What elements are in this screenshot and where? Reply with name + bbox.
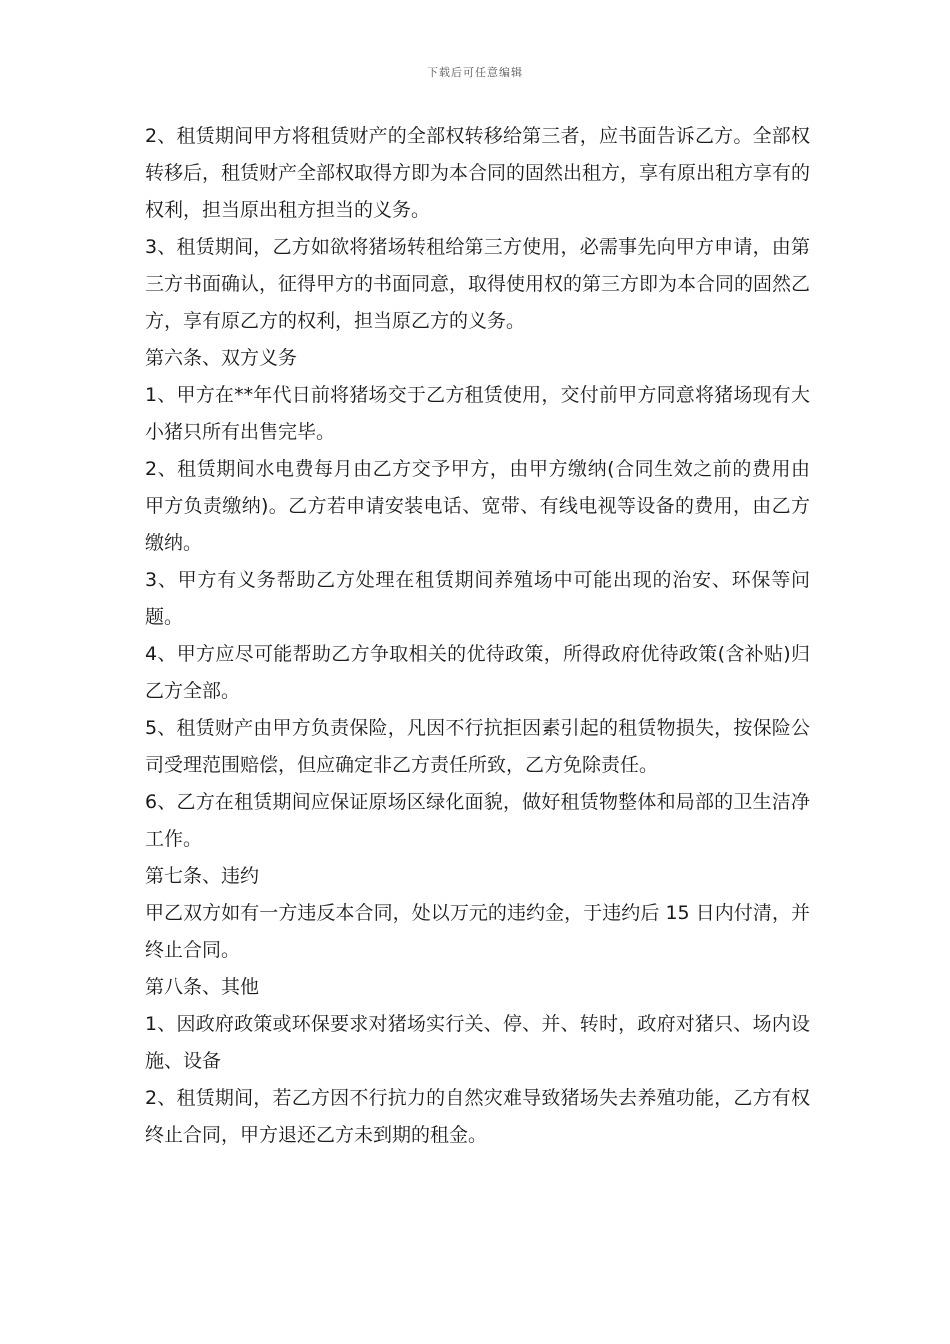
heading-article8: 第八条、其他 <box>145 976 260 998</box>
document-body <box>145 118 810 1154</box>
paragraph-article6-clause3: 3、甲方有义务帮助乙方处理在租赁期间养殖场中可能出现的治安、环保等问题。 <box>145 569 810 628</box>
paragraph-article5-clause3: 3、租赁期间，乙方如欲将猪场转租给第三方使用，必需事先向甲方申请，由第三方书面确认，征得甲方的书面同意，取得使用权的第三方即为本合同的固然乙方，享有原乙方的权利，担当原乙方的义务。 <box>145 236 811 332</box>
paragraph-article6-clause5: 5、租赁财产由甲方负责保险，凡因不行抗拒因素引起的租赁物损失，按保险公司受理范围赔偿，但应确定非乙方责任所致，乙方免除责任。 <box>145 717 810 776</box>
paragraph-article6-clause4: 4、甲方应尽可能帮助乙方争取相关的优待政策，所得政府优待政策(含补贴)归乙方全部。 <box>145 643 810 702</box>
paragraph-article7-body: 甲乙双方如有一方违反本合同，处以万元的违约金，于违约后 15 日内付清，并终止合同。 <box>145 902 810 961</box>
paragraph-article6-clause1: 1、甲方在**年代日前将猪场交于乙方租赁使用，交付前甲方同意将猪场现有大小猪只所有出售完毕。 <box>145 384 810 443</box>
header-note: 下载后可任意编辑 <box>427 66 523 79</box>
paragraph-article5-clause2: 2、租赁期间甲方将租赁财产的全部权转移给第三者，应书面告诉乙方。全部权转移后，租赁财产全部权取得方即为本合同的固然出租方，享有原出租方享有的权利，担当原出租方担当的义务。 <box>145 125 811 221</box>
paragraph-article6-clause2: 2、租赁期间水电费每月由乙方交予甲方，由甲方缴纳(合同生效之前的费用由甲方负责缴纳)。乙方若申请安装电话、宽带、有线电视等设备的费用，由乙方缴纳。 <box>145 458 810 554</box>
paragraph-article8-clause1: 1、因政府政策或环保要求对猪场实行关、停、并、转时，政府对猪只、场内设施、设备 <box>145 1013 810 1072</box>
heading-article7: 第七条、违约 <box>145 865 260 887</box>
paragraph-article8-clause2: 2、租赁期间，若乙方因不行抗力的自然灾难导致猪场失去养殖功能，乙方有权终止合同，甲方退还乙方未到期的租金。 <box>145 1087 810 1146</box>
paragraph-article6-clause6: 6、乙方在租赁期间应保证原场区绿化面貌，做好租赁物整体和局部的卫生洁净工作。 <box>145 791 810 850</box>
heading-article6: 第六条、双方义务 <box>145 347 298 369</box>
